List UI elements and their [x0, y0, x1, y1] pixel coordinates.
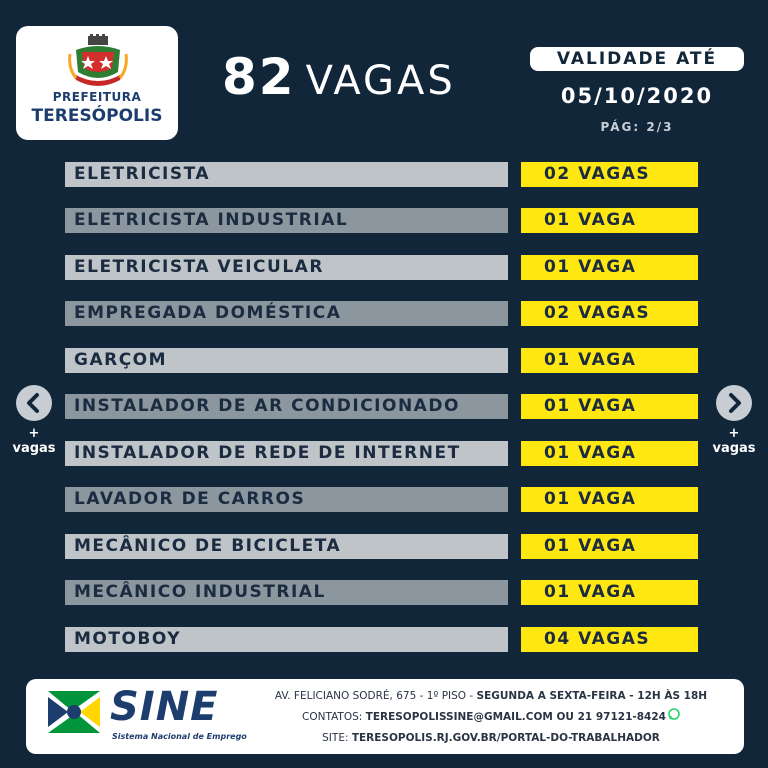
- contacts-label: CONTATOS:: [302, 711, 366, 723]
- prefeitura-logo: [16, 26, 178, 140]
- job-vacancy-count: 01 VAGA: [521, 348, 698, 373]
- address-line: [246, 690, 736, 702]
- chevron-left-icon: [16, 385, 52, 421]
- site-link[interactable]: TERESOPOLIS.RJ.GOV.BR/PORTAL-DO-TRABALHADOR: [351, 732, 660, 744]
- job-title: MOTOBOY: [65, 627, 508, 652]
- job-vacancy-count: 01 VAGA: [521, 534, 698, 559]
- city-crest-icon: [68, 34, 128, 88]
- job-title: LAVADOR DE CARROS: [65, 487, 508, 512]
- job-row: [65, 208, 698, 233]
- job-vacancy-count: 02 VAGAS: [521, 162, 698, 187]
- job-row: [65, 441, 698, 466]
- next-more-vacancies-label[interactable]: [704, 426, 764, 456]
- opening-hours: SEGUNDA A SEXTA-FEIRA - 12H ÀS 18H: [476, 690, 708, 702]
- vacancy-headline: [222, 48, 512, 108]
- prev-more-vacancies-label[interactable]: [4, 426, 64, 456]
- site-label: SITE:: [322, 732, 352, 744]
- sine-logo-icon: [42, 687, 106, 737]
- job-row: [65, 255, 698, 280]
- sine-brand-name: SINE: [110, 684, 219, 730]
- whatsapp-icon: [668, 708, 680, 720]
- job-title: INSTALADOR DE AR CONDICIONADO: [65, 394, 508, 419]
- job-vacancy-count: 01 VAGA: [521, 208, 698, 233]
- job-vacancy-count: 01 VAGA: [521, 487, 698, 512]
- page-indicator: PÁG: 2/3: [600, 120, 674, 134]
- job-row: [65, 580, 698, 605]
- contacts-line: [246, 711, 736, 723]
- job-row: [65, 162, 698, 187]
- validity-date: 05/10/2020: [560, 84, 714, 108]
- job-row: [65, 487, 698, 512]
- job-vacancy-count: 04 VAGAS: [521, 627, 698, 652]
- vacancy-total: 82: [222, 48, 296, 106]
- job-vacancy-count: 02 VAGAS: [521, 301, 698, 326]
- job-row: [65, 301, 698, 326]
- contacts-value[interactable]: TERESOPOLISSINE@GMAIL.COM OU 21 97121-8424: [365, 711, 666, 723]
- next-page-button[interactable]: [716, 385, 752, 421]
- chevron-right-icon: [716, 385, 752, 421]
- job-title: ELETRICISTA VEICULAR: [65, 255, 508, 280]
- job-row: [65, 348, 698, 373]
- logo-city-name: TERESÓPOLIS: [31, 106, 163, 126]
- footer-info-bar: [26, 679, 744, 754]
- site-line: [246, 732, 736, 744]
- job-row: [65, 394, 698, 419]
- job-title: MECÂNICO INDUSTRIAL: [65, 580, 508, 605]
- prev-page-button[interactable]: [16, 385, 52, 421]
- plus-sign: +: [28, 426, 40, 441]
- job-title: MECÂNICO DE BICICLETA: [65, 534, 508, 559]
- plus-sign: +: [728, 426, 740, 441]
- sine-brand-subtitle: Sistema Nacional de Emprego: [112, 732, 247, 741]
- job-row: [65, 534, 698, 559]
- job-title: ELETRICISTA INDUSTRIAL: [65, 208, 508, 233]
- job-title: INSTALADOR DE REDE DE INTERNET: [65, 441, 508, 466]
- job-title: ELETRICISTA: [65, 162, 508, 187]
- job-vacancy-count: 01 VAGA: [521, 441, 698, 466]
- job-row: [65, 627, 698, 652]
- job-title: GARÇOM: [65, 348, 508, 373]
- vacancy-word: VAGAS: [305, 58, 456, 104]
- job-vacancy-count: 01 VAGA: [521, 394, 698, 419]
- vagas-text: vagas: [712, 441, 756, 456]
- address-text: AV. FELICIANO SODRÉ, 675 - 1º PISO -: [274, 690, 477, 702]
- job-vacancy-count: 01 VAGA: [521, 255, 698, 280]
- logo-prefeitura-text: PREFEITURA: [52, 90, 142, 104]
- job-vacancy-count: 01 VAGA: [521, 580, 698, 605]
- validity-label: VALIDADE ATÉ: [530, 47, 744, 71]
- vagas-text: vagas: [12, 441, 56, 456]
- job-title: EMPREGADA DOMÉSTICA: [65, 301, 508, 326]
